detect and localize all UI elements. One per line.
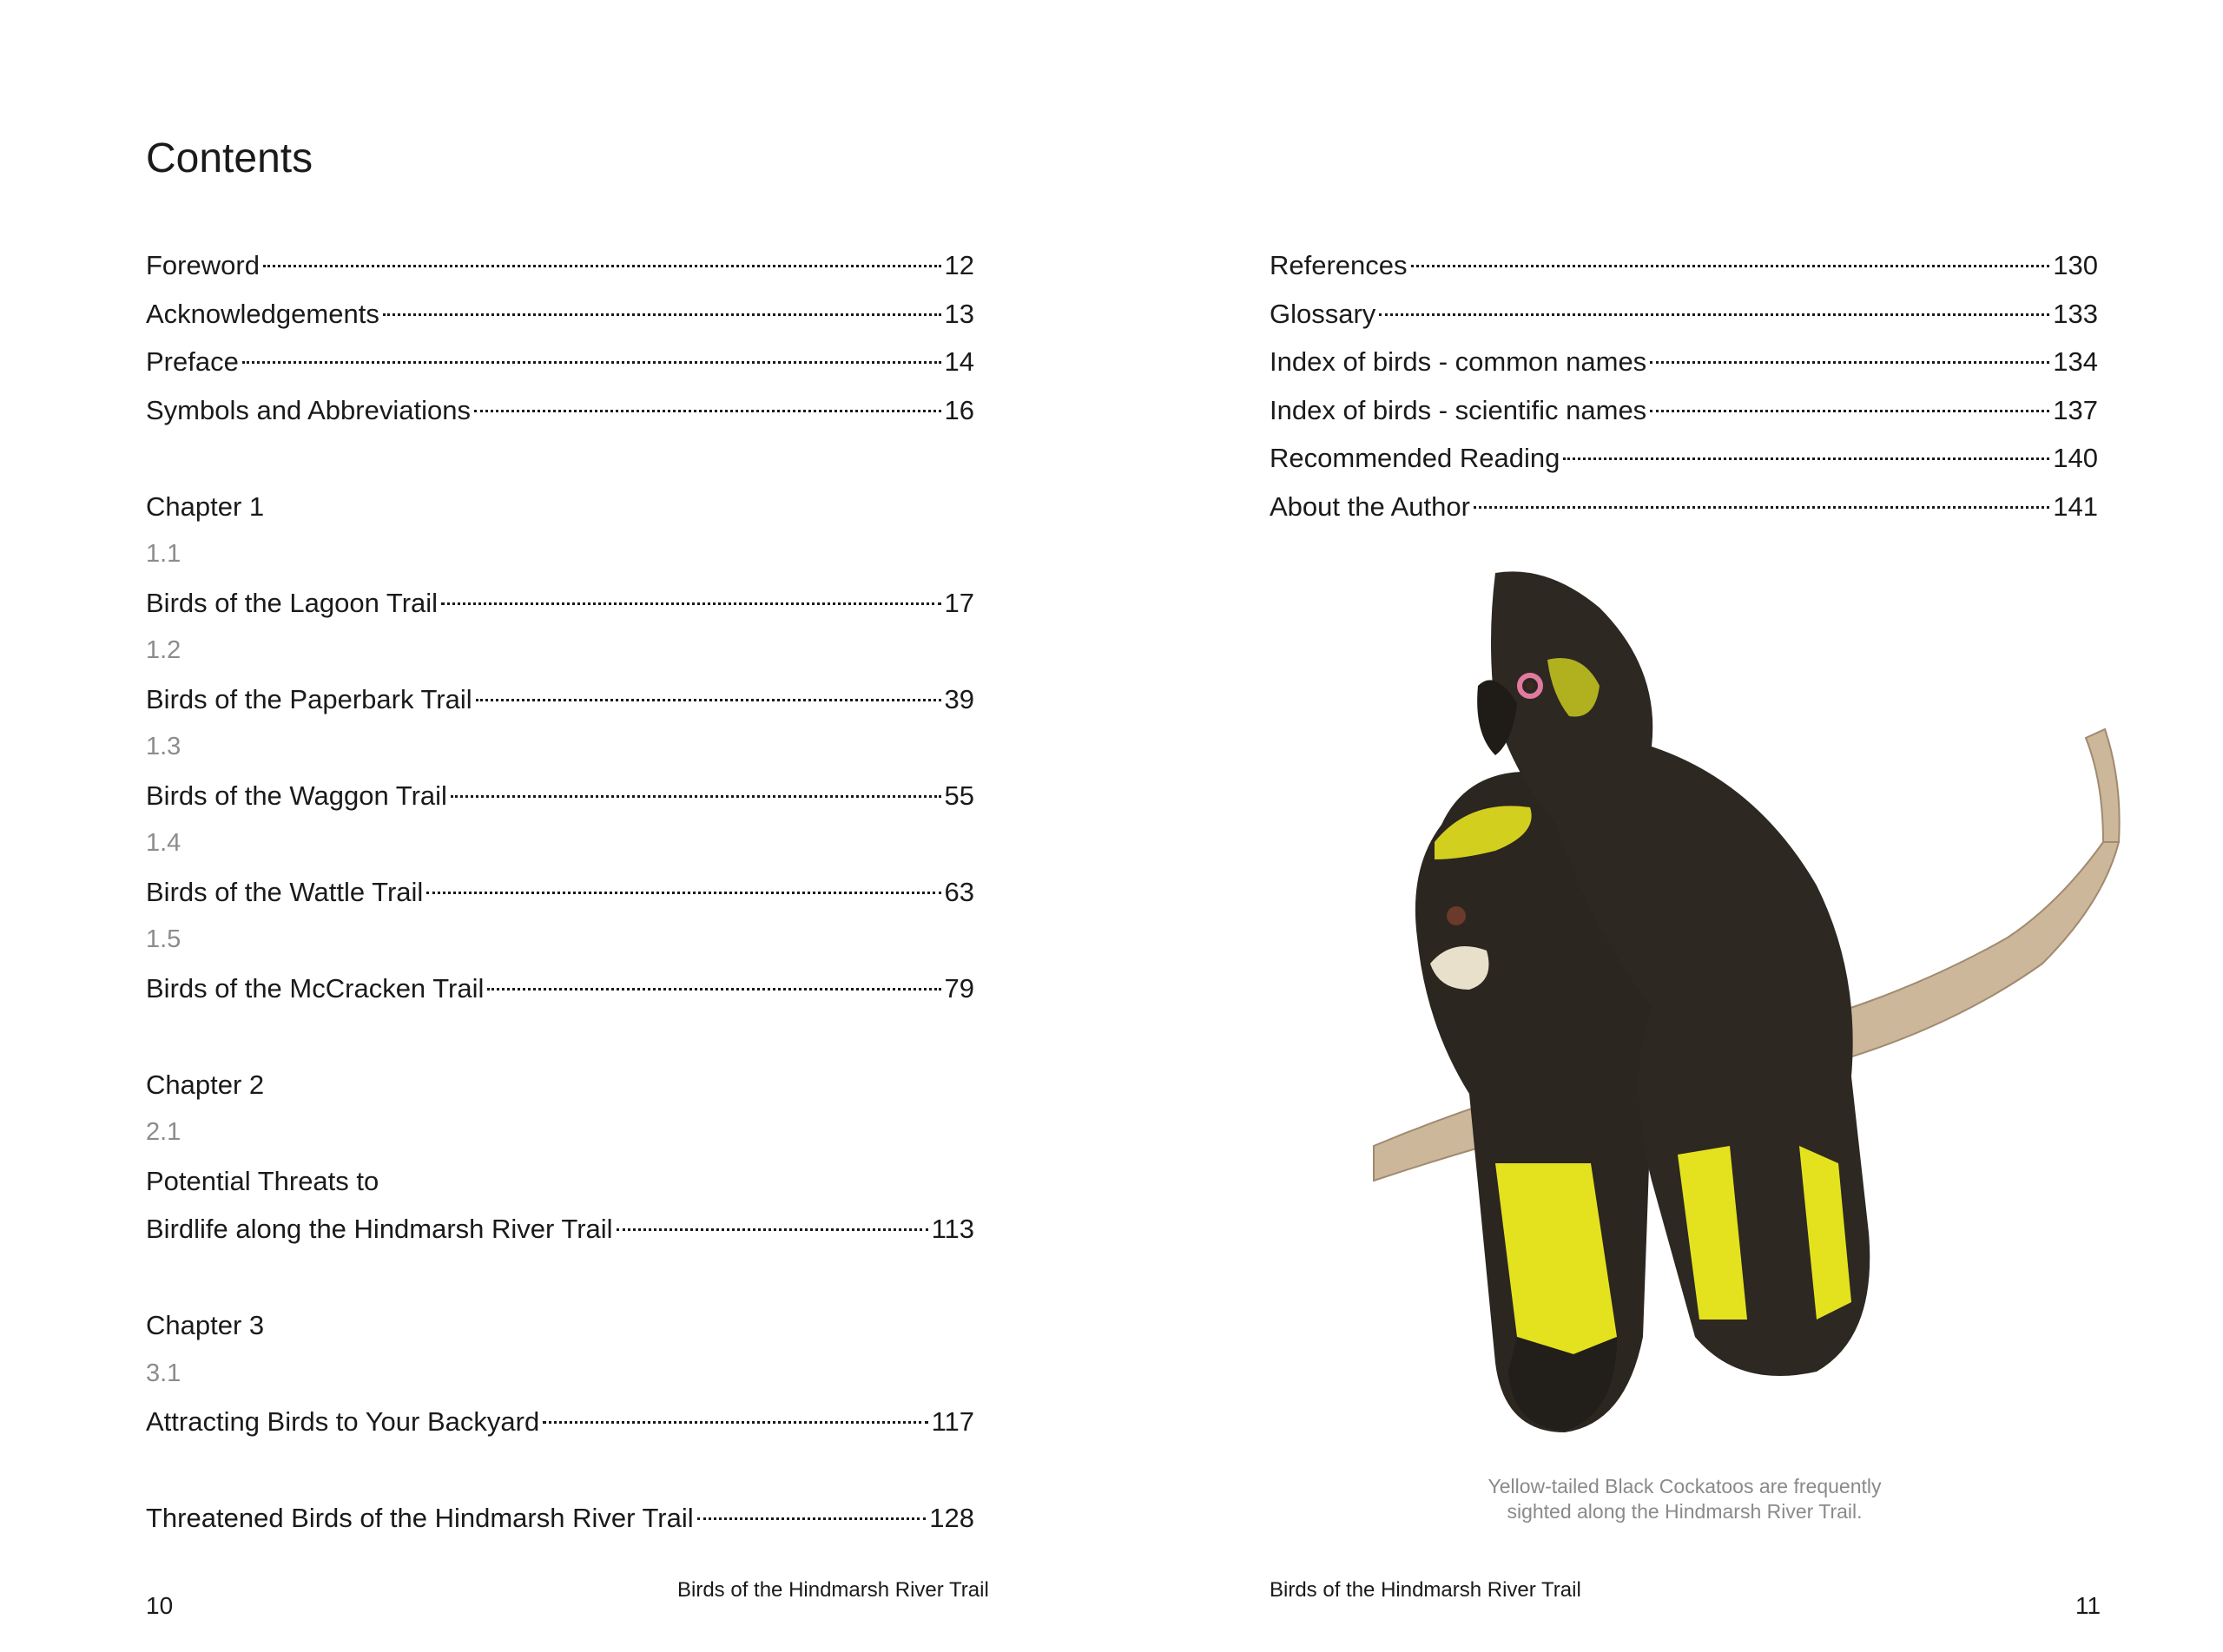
section-number (146, 723, 974, 772)
toc-entry-title: References (1270, 250, 1408, 280)
chapter-3-label (146, 1301, 974, 1350)
toc-entry-recommended-reading[interactable] (1270, 434, 2098, 483)
dot-leader (383, 313, 941, 316)
section-number-text: 3.1 (146, 1359, 181, 1387)
toc-entry-threatened-birds[interactable] (146, 1494, 974, 1543)
toc-entry-title: Birdlife along the Hindmarsh River Trail (146, 1214, 613, 1244)
dot-leader (263, 265, 941, 267)
section-number-text: 1.4 (146, 829, 181, 857)
toc-entry-lagoon-trail[interactable] (146, 579, 974, 628)
caption-line: Yellow-tailed Black Cockatoos are frequently (1487, 1475, 1882, 1497)
toc-entry-references[interactable] (1270, 241, 2098, 290)
dot-leader (1379, 313, 2049, 316)
toc-entry-title: About the Author (1270, 490, 1470, 522)
toc-entry-title: Recommended Reading (1270, 443, 1560, 473)
toc-entry-page: 137 (2053, 394, 2098, 425)
toc-entry-page: 12 (944, 250, 974, 280)
toc-entry-title: Index of birds - scientific names (1270, 394, 1647, 425)
chapter-label: Chapter 3 (146, 1310, 265, 1340)
spacer (146, 1446, 974, 1495)
dot-leader (1411, 265, 2050, 267)
section-number-text: 1.2 (146, 636, 181, 664)
section-number (146, 1109, 974, 1157)
section-number (146, 819, 974, 868)
toc-entry-title: Foreword (146, 250, 260, 280)
chapter-label: Chapter 1 (146, 490, 265, 522)
toc-entry-page: 16 (944, 394, 974, 425)
dot-leader (697, 1517, 927, 1520)
toc-entry-title: Birds of the Waggon Trail (146, 780, 447, 811)
toc-entry-about-author[interactable] (1270, 483, 2098, 531)
running-title: Birds of the Hindmarsh River Trail (677, 1578, 989, 1602)
dot-leader (474, 410, 941, 412)
toc-entry-page: 141 (2053, 490, 2098, 522)
toc-entry-title: Preface (146, 346, 239, 377)
dot-leader (487, 988, 940, 991)
toc-entry-waggon-trail[interactable] (146, 772, 974, 820)
toc-entry-title: Birds of the Wattle Trail (146, 876, 424, 907)
toc-entry-title: Symbols and Abbreviations (146, 394, 471, 425)
toc-entry-title: Birds of the McCracken Trail (146, 972, 485, 1004)
contents-list-continued (1270, 241, 2098, 530)
dot-leader (1474, 506, 2049, 509)
toc-entry-page: 134 (2053, 346, 2098, 377)
illustration-caption (1433, 1474, 1936, 1524)
chapter-2-label (146, 1061, 974, 1109)
chapter-1-label (146, 483, 974, 531)
toc-entry-glossary[interactable] (1270, 290, 2098, 339)
toc-entry-page: 39 (944, 683, 974, 714)
toc-entry-page: 79 (944, 972, 974, 1004)
dot-leader (1650, 410, 2049, 412)
toc-entry-title: Threatened Birds of the Hindmarsh River Trail (146, 1503, 694, 1533)
dot-leader (543, 1421, 927, 1424)
toc-entry-page: 14 (944, 346, 974, 377)
toc-entry-title: Birds of the Lagoon Trail (146, 587, 439, 618)
toc-entry-preface[interactable] (146, 338, 974, 386)
section-number-text: 1.5 (146, 925, 181, 953)
section-number (146, 530, 974, 579)
dot-leader (617, 1228, 928, 1231)
toc-entry-page: 133 (2053, 298, 2098, 329)
spacer (146, 1254, 974, 1302)
section-number (146, 1350, 974, 1399)
toc-entry-index-scientific[interactable] (1270, 386, 2098, 435)
dot-leader (426, 892, 940, 894)
page-number: 10 (146, 1592, 174, 1619)
toc-entry-page: 130 (2053, 250, 2098, 280)
toc-entry-symbols[interactable] (146, 386, 974, 435)
toc-entry-paperbark-trail[interactable] (146, 675, 974, 724)
dot-leader (451, 795, 941, 798)
toc-entry-wattle-trail[interactable] (146, 868, 974, 917)
cockatoo-illustration-icon (1365, 556, 2223, 1441)
toc-entry-title: Acknowledgements (146, 298, 379, 329)
toc-entry-threats-line1[interactable] (146, 1157, 974, 1206)
toc-entry-page: 140 (2053, 443, 2098, 473)
section-number-text: 1.1 (146, 540, 181, 568)
chapter-label: Chapter 2 (146, 1069, 265, 1100)
toc-entry-page: 113 (931, 1214, 974, 1244)
section-number-text: 1.3 (146, 733, 181, 760)
toc-entry-title: Attracting Birds to Your Backyard (146, 1406, 540, 1437)
running-title: Birds of the Hindmarsh River Trail (1270, 1578, 1581, 1602)
dot-leader (476, 699, 941, 701)
caption-line: sighted along the Hindmarsh River Trail. (1507, 1500, 1863, 1523)
toc-entry-title: Glossary (1270, 298, 1376, 329)
toc-entry-page: 55 (944, 780, 974, 811)
toc-entry-threats[interactable] (146, 1205, 974, 1254)
right-page (1112, 0, 2223, 1652)
toc-entry-title: Index of birds - common names (1270, 346, 1647, 377)
section-number (146, 916, 974, 964)
toc-entry-title: Birds of the Paperbark Trail (146, 683, 472, 714)
toc-entry-page: 17 (944, 587, 974, 618)
toc-entry-page: 63 (944, 876, 974, 907)
toc-entry-page: 13 (944, 298, 974, 329)
toc-entry-title: Potential Threats to (146, 1165, 379, 1196)
toc-entry-page: 117 (931, 1406, 974, 1437)
dot-leader (1563, 457, 2049, 460)
contents-heading: Contents (146, 135, 313, 181)
toc-entry-page: 128 (929, 1503, 974, 1533)
spacer (146, 434, 974, 483)
toc-entry-mccracken-trail[interactable] (146, 964, 974, 1013)
toc-entry-backyard[interactable] (146, 1398, 974, 1446)
dot-leader (242, 361, 941, 364)
section-number-text: 2.1 (146, 1118, 181, 1146)
dot-leader (441, 602, 940, 605)
spacer (146, 1012, 974, 1061)
section-number (146, 627, 974, 675)
dot-leader (1650, 361, 2049, 364)
toc-entry-index-common[interactable] (1270, 338, 2098, 386)
toc-entry-foreword[interactable] (146, 241, 974, 290)
page-number: 11 (2075, 1592, 2101, 1619)
toc-entry-acknowledgements[interactable] (146, 290, 974, 339)
contents-list (146, 241, 974, 1543)
